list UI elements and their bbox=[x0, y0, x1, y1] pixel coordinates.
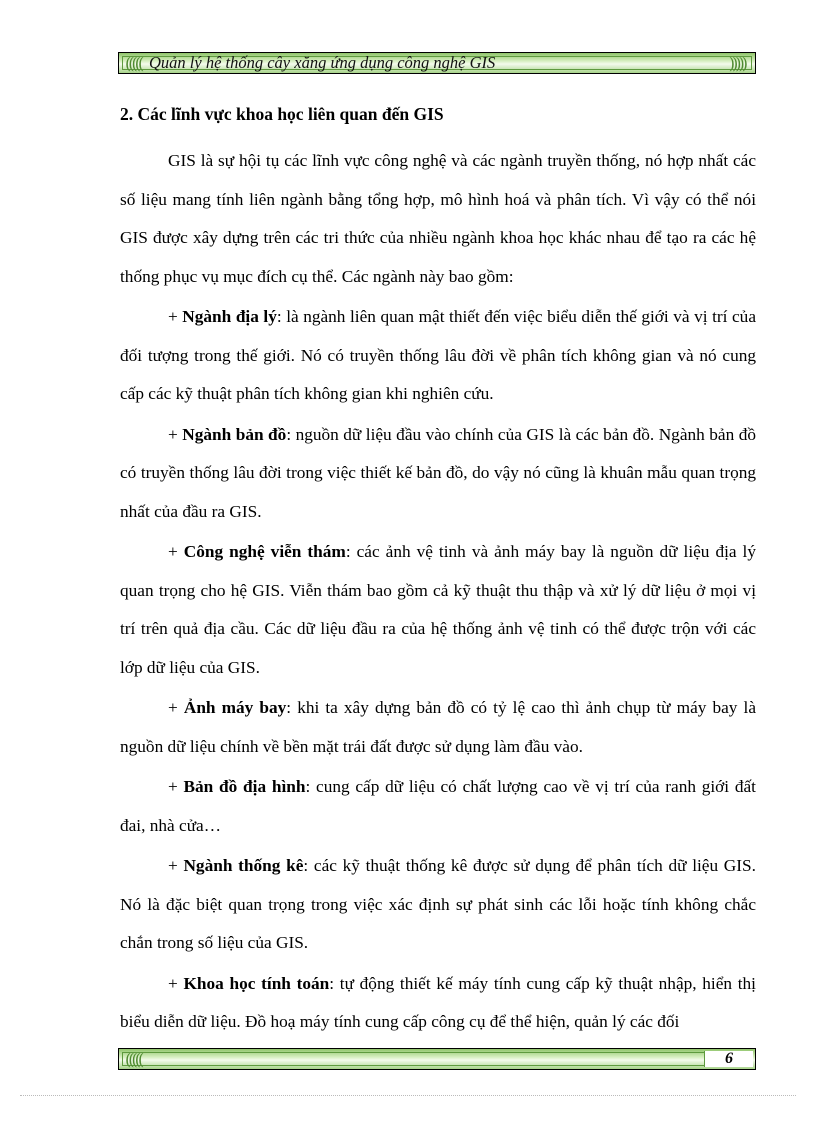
page-number: 6 bbox=[725, 1050, 733, 1067]
list-item-topographic-map bbox=[120, 768, 756, 845]
header-right-decoration: ))))) bbox=[728, 53, 745, 73]
section-heading: 2. Các lĩnh vực khoa học liên quan đến GIS bbox=[120, 104, 444, 124]
item-term: Công nghệ viễn thám bbox=[183, 542, 346, 561]
list-item-statistics bbox=[120, 847, 756, 963]
item-term: Ngành bản đồ bbox=[182, 424, 287, 444]
page-header-title: Quản lý hệ thống cây xăng ứng dụng công nghệ GIS bbox=[149, 53, 496, 72]
page-bottom-dotted-line bbox=[20, 1095, 796, 1096]
item-term: Bản đồ địa hình bbox=[183, 777, 306, 796]
item-term: Ngành địa lý bbox=[182, 307, 277, 326]
list-item-remote-sensing bbox=[120, 533, 756, 687]
intro-paragraph: GIS là sự hội tụ các lĩnh vực công nghệ và các ngành truyền thống, nó hợp nhất các số liệu mang tính liên ngành bằng tổng hợp, mô hình hoá và phân tích. Vì vậy có thể nói GIS được xây dựng trên các tri thức của nhiều ngành khoa học khác nhau để tạo ra các hệ thống phục vụ mục đích cụ thể. Các ngành này bao gồm: bbox=[120, 151, 756, 286]
list-item-cartography bbox=[120, 416, 756, 532]
list-item-computer-science bbox=[120, 965, 756, 1042]
item-text: : các kỹ thuật thống kê được sử dụng để phân tích dữ liệu GIS. Nó là đặc biệt quan trọng trong việc xác định sự phát sinh các lỗi hoặc tính không chắc chắn trong số liệu của GIS. bbox=[120, 856, 756, 952]
item-text: : cung cấp dữ liệu có chất lượng cao về vị trí của ranh giới đất đai, nhà cửa… bbox=[120, 777, 756, 835]
item-prefix: + bbox=[168, 542, 184, 561]
item-text: : là ngành liên quan mật thiết đến việc biểu diễn thế giới và vị trí của đối tượng trong thế giới. Nó có truyền thống lâu đời về phân tích không gian và nó cung cấp các kỹ thuật phân tích không gian khi nghiên cứu. bbox=[120, 307, 756, 403]
page-header-band bbox=[118, 52, 756, 74]
list-item-aerial-photo bbox=[120, 689, 756, 766]
footer-left-decoration: ((((( bbox=[125, 1049, 142, 1069]
page-footer-band bbox=[118, 1048, 756, 1070]
header-left-decoration: ((((( bbox=[125, 53, 142, 73]
footer-inner-border bbox=[122, 1052, 752, 1066]
item-term: Ảnh máy bay bbox=[183, 698, 287, 717]
item-prefix: + bbox=[168, 307, 183, 326]
item-term: Khoa học tính toán bbox=[183, 973, 330, 993]
page-content bbox=[120, 100, 756, 1044]
item-prefix: + bbox=[168, 698, 184, 717]
item-prefix: + bbox=[168, 856, 184, 875]
item-prefix: + bbox=[168, 424, 183, 444]
list-item-geography bbox=[120, 298, 756, 414]
item-text: : các ảnh vệ tinh và ảnh máy bay là nguồn dữ liệu địa lý quan trọng cho hệ GIS. Viễn thám bao gồm cả kỹ thuật thu thập và xử lý dữ liệu ở mọi vị trí trên quả địa cầu. Các dữ liệu đầu ra của hệ thống ảnh vệ tinh có thể được trộn với các lớp dữ liệu của GIS. bbox=[120, 542, 756, 677]
item-prefix: + bbox=[168, 973, 184, 993]
item-prefix: + bbox=[168, 777, 184, 796]
item-text: : khi ta xây dựng bản đồ có tỷ lệ cao thì ảnh chụp từ máy bay là nguồn dữ liệu chính về bền mặt trái đất được sử dụng làm đầu vào. bbox=[120, 698, 756, 756]
item-term: Ngành thống kê bbox=[183, 856, 304, 875]
item-text: : tự động thiết kế máy tính cung cấp kỹ thuật nhập, hiển thị biểu diễn dữ liệu. Đồ hoạ máy tính cung cấp công cụ để thể hiện, quản lý các đối bbox=[120, 973, 756, 1031]
item-text: : nguồn dữ liệu đầu vào chính của GIS là các bản đồ. Ngành bản đồ có truyền thống lâu đời trong việc thiết kế bản đồ, do vậy nó cũng là khuân mẫu quan trọng nhất của đầu ra GIS. bbox=[120, 424, 756, 521]
